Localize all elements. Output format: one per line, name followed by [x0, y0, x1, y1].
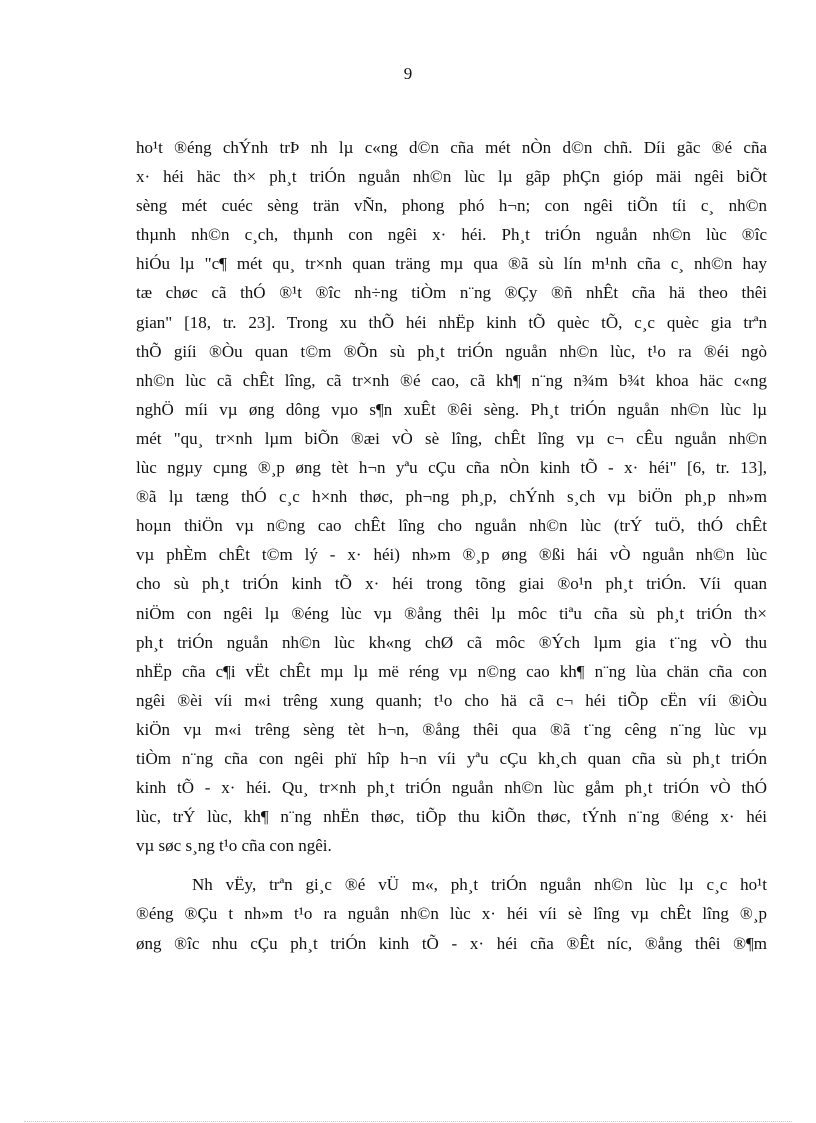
text-line: niÖm con ngêi lµ ®éng lùc vµ ®ång thêi lµ môc tiªu cña sù ph¸t triÓn th× — [136, 603, 767, 623]
text-line: hiÓu lµ "c¶ mét qu¸ tr×nh quan träng mµ qua ®ã sù lín m¹nh cña c¸ nh©n hay — [136, 254, 767, 274]
text-line: ®ã lµ tæng thÓ c¸c h×nh thøc, ph¬ng ph¸p, chÝnh s¸ch vµ biÖn ph¸p nh»m — [136, 487, 767, 507]
body-text — [136, 133, 767, 958]
text-line: ho¹t ®éng chÝnh trÞ nh lµ c«ng d©n cña mét nÒn d©n chñ. Díi gãc ®é cña — [136, 138, 767, 157]
text-line: kinh tÕ - x· héi. Qu¸ tr×nh ph¸t triÓn nguån nh©n lùc gåm ph¸t triÓn vÒ thÓ — [136, 778, 767, 798]
paragraph-gap — [136, 860, 767, 870]
text-line: ph¸t triÓn nguån nh©n lùc kh«ng chØ cã môc ®Ých lµm gia t¨ng vÒ thu — [136, 632, 767, 652]
text-line: cho sù ph¸t triÓn kinh tÕ x· héi trong tõng giai ®o¹n ph¸t triÓn. Víi quan — [136, 574, 767, 594]
text-line: tiÒm n¨ng cña con ngêi phï hîp h¬n víi yªu cÇu kh¸ch quan cña sù ph¸t triÓn — [136, 748, 767, 768]
text-line: ®éng ®Çu t nh»m t¹o ra nguån nh©n lùc x· héi víi sè lîng vµ chÊt lîng ®¸p — [136, 904, 767, 924]
text-line: nhËp cña c¶i vËt chÊt mµ lµ më réng vµ n©ng cao kh¶ n¨ng lùa chän cña con — [136, 661, 767, 681]
text-line: vµ søc s¸ng t¹o cña con ngêi. — [136, 836, 332, 856]
text-line: hoµn thiÖn vµ n©ng cao chÊt lîng cho nguån nh©n lùc (trÝ tuÖ, thÓ chÊt — [136, 516, 767, 536]
text-line: ngêi ®èi víi m«i trêng xung quanh; t¹o cho hä cã c¬ héi tiÕp cËn víi ®iÒu — [136, 690, 767, 710]
text-line: øng ®îc nhu cÇu ph¸t triÓn kinh tÕ - x· héi cña ®Êt níc, ®ång thêi ®¶m — [136, 933, 767, 953]
text-line: thÕ giíi ®Òu quan t©m ®Õn sù ph¸t triÓn nguån nh©n lùc, t¹o ra ®éi ngò — [136, 341, 767, 361]
text-line: sèng mét cuéc sèng trän vÑn, phong phó h¬n; con ngêi tiÕn tíi c¸ nh©n — [136, 196, 767, 216]
text-line: lùc, trÝ lùc, kh¶ n¨ng nhËn thøc, tiÕp thu kiÕn thøc, tÝnh n¨ng ®éng x· héi — [136, 807, 767, 827]
text-line: nghÖ míi vµ øng dông vµo s¶n xuÊt ®êi sèng. Ph¸t triÓn nguån nh©n lùc lµ — [136, 399, 767, 419]
text-line: nh©n lùc cã chÊt lîng, cã tr×nh ®é cao, cã kh¶ n¨ng n¾m b¾t khoa häc c«ng — [136, 370, 767, 390]
text-line: gian" [18, tr. 23]. Trong xu thÕ héi nhËp kinh tÕ quèc tÕ, c¸c quèc gia trªn — [136, 312, 767, 332]
text-line: thµnh nh©n c¸ch, thµnh con ngêi x· héi. Ph¸t triÓn nguån nh©n lùc ®îc — [136, 225, 767, 245]
text-line: x· héi häc th× ph¸t triÓn nguån nh©n lùc lµ gãp phÇn gióp mäi ngêi biÕt — [136, 167, 767, 187]
text-line: Nh vËy, trªn gi¸c ®é vÜ m«, ph¸t triÓn nguån nh©n lùc lµ c¸c ho¹t — [192, 875, 767, 895]
text-line: kiÖn vµ m«i trêng sèng tèt h¬n, ®ång thêi qua ®ã t¨ng cêng n¨ng lùc vµ — [136, 719, 767, 739]
text-line: mét "qu¸ tr×nh lµm biÕn ®æi vÒ sè lîng, chÊt lîng vµ c¬ cÊu nguån nh©n — [136, 428, 767, 448]
text-line: lùc ngµy cµng ®¸p øng tèt h¬n yªu cÇu cña nÒn kinh tÕ - x· héi" [6, tr. 13], — [136, 458, 767, 478]
text-line: tæ chøc cã thÓ ®¹t ®îc nh÷ng tiÒm n¨ng ®Çy ®ñ nhÊt cña hä theo thêi — [136, 283, 767, 303]
text-line: vµ phÈm chÊt t©m lý - x· héi) nh»m ®¸p øng ®ßi hái vÒ nguån nh©n lùc — [136, 545, 767, 565]
page-number: 9 — [403, 64, 413, 83]
page-bottom-divider — [24, 1121, 792, 1122]
